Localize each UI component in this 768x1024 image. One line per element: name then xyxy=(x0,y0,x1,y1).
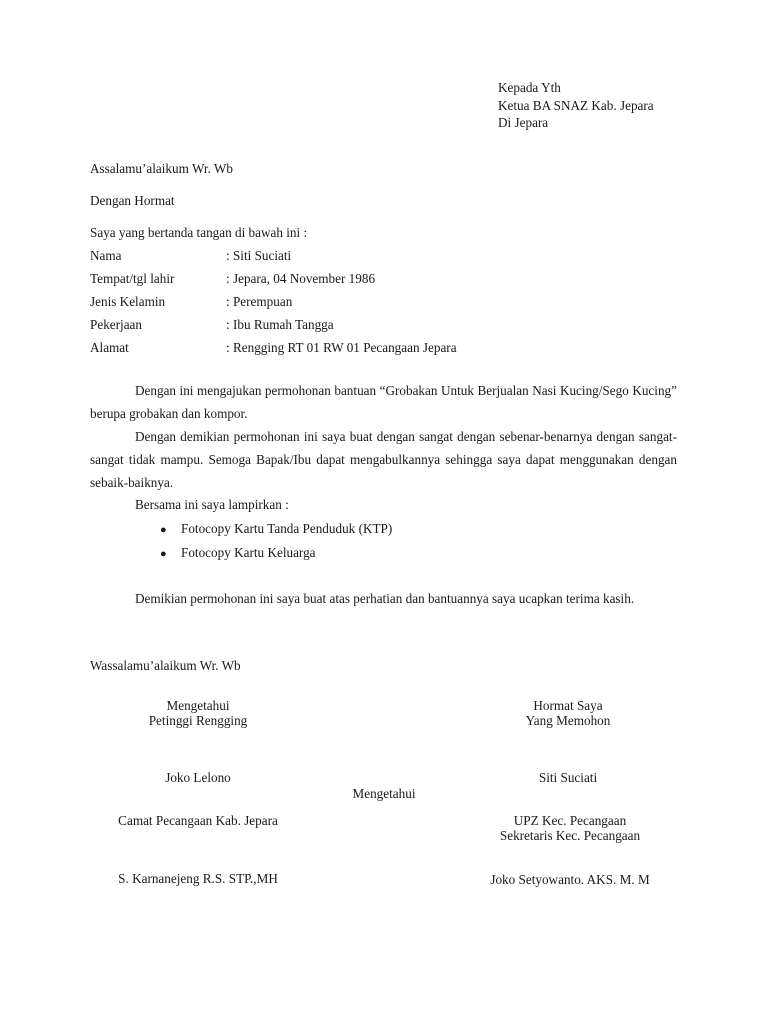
identity-row-name xyxy=(90,248,291,264)
bullet-icon: ● xyxy=(160,524,167,536)
signer-name-left-top: Joko Lelono xyxy=(165,770,231,785)
signature-title: Yang Memohon xyxy=(525,713,611,728)
identity-value: : Perempuan xyxy=(226,294,293,309)
recipient-line-1: Kepada Yth xyxy=(498,80,561,95)
signature-title: Petinggi Rengging xyxy=(148,713,248,728)
identity-row-occupation xyxy=(90,317,334,333)
salutation: Dengan Hormat xyxy=(90,193,175,208)
identity-row-address xyxy=(90,340,457,356)
identity-value: : Rengging RT 01 RW 01 Pecangaan Jepara xyxy=(226,340,457,355)
identity-row-gender xyxy=(90,294,292,310)
identity-value: : Jepara, 04 November 1986 xyxy=(226,271,376,286)
signature-title: Sekretaris Kec. Pecangaan xyxy=(499,828,641,843)
signature-left-bottom-title: Camat Pecangaan Kab. Jepara xyxy=(118,813,278,828)
body-paragraph-2: Dengan demikian permohonan ini saya buat dengan sangat dengan sebenar-benarnya dengan sangat-sangat tidak mampu. Semoga Bapak/Ibu dapat mengabulkannya sehingga saya dapat menggunakan dengan sebaik-baiknya. xyxy=(90,429,677,490)
recipient-block xyxy=(498,79,654,132)
signature-middle-caption: Mengetahui xyxy=(352,786,416,801)
identity-value: : Siti Suciati xyxy=(226,248,292,263)
intro-text: Saya yang bertanda tangan di bawah ini : xyxy=(90,225,308,240)
identity-label: Jenis Kelamin xyxy=(90,294,166,309)
signature-left-top xyxy=(108,698,288,728)
closing-paragraph: Demikian permohonan ini saya buat atas perhatian dan bantuannya saya ucapkan terima kasih. xyxy=(135,591,635,606)
signer-name-right-top: Siti Suciati xyxy=(538,770,598,785)
identity-label: Alamat xyxy=(90,340,129,355)
identity-label: Tempat/tgl lahir xyxy=(90,271,175,286)
signature-caption: Hormat Saya xyxy=(533,698,603,713)
body-paragraph-1: Dengan ini mengajukan permohonan bantuan “Grobakan Untuk Berjualan Nasi Kucing/Sego Kucing” berupa grobakan dan kompor. xyxy=(90,383,677,421)
signature-right-top xyxy=(478,698,658,728)
identity-label: Nama xyxy=(90,248,122,263)
attachments-intro: Bersama ini saya lampirkan : xyxy=(135,497,289,512)
attachment-label: Fotocopy Kartu Tanda Penduduk (KTP) xyxy=(181,521,393,536)
identity-row-birth xyxy=(90,271,375,287)
attachment-label: Fotocopy Kartu Keluarga xyxy=(181,545,316,560)
signature-caption: UPZ Kec. Pecangaan xyxy=(513,813,627,828)
signature-right-bottom xyxy=(460,813,680,843)
signer-name-right-bottom: Joko Setyowanto. AKS. M. M xyxy=(490,872,650,887)
recipient-line-2: Ketua BA SNAZ Kab. Jepara xyxy=(498,97,654,113)
farewell: Wassalamu’alaikum Wr. Wb xyxy=(90,658,241,673)
attachment-item xyxy=(160,521,392,537)
greeting: Assalamu’alaikum Wr. Wb xyxy=(90,161,233,176)
identity-label: Pekerjaan xyxy=(90,317,142,332)
signature-caption: Mengetahui xyxy=(166,698,230,713)
signer-name-left-bottom: S. Karnanejeng R.S. STP.,MH xyxy=(118,871,278,886)
bullet-icon: ● xyxy=(160,548,167,560)
attachment-item xyxy=(160,545,316,561)
recipient-line-3: Di Jepara xyxy=(498,115,549,130)
identity-value: : Ibu Rumah Tangga xyxy=(226,317,334,332)
